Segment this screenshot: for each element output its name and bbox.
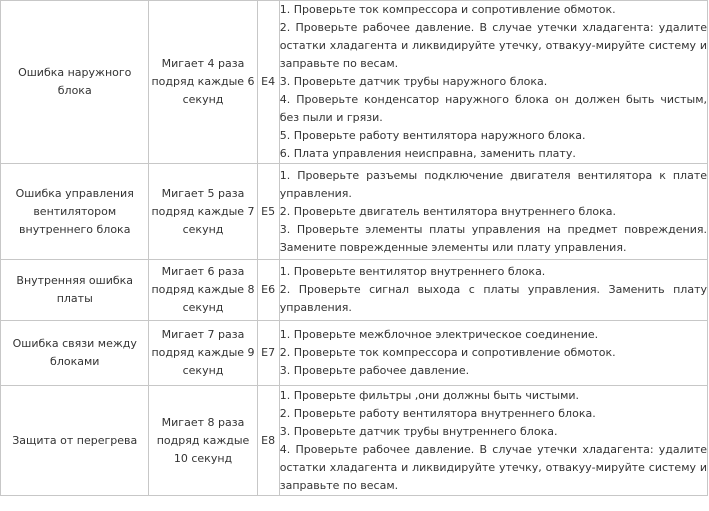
step-item: 1. Проверьте вентилятор внутреннего блока. [279, 265, 546, 278]
error-name: Ошибка связи между блоками [1, 321, 149, 386]
error-name: Внутренняя ошибка платы [1, 260, 149, 321]
table-row [1, 1, 708, 164]
step-item: 2. Проверьте двигатель вентилятора внутреннего блока. [279, 204, 616, 218]
error-name: Ошибка наружного блока [1, 1, 149, 164]
step-item: 3. Проверьте датчик трубы наружного блока. [279, 75, 548, 88]
error-name: Защита от перегрева [1, 386, 149, 496]
error-name: Ошибка управления вентилятором внутреннего блока [1, 164, 149, 260]
step-item: 2. Проверьте ток компрессора и сопротивление обмоток. [279, 346, 616, 359]
error-code: E4 [257, 1, 279, 164]
step-item: 4. Проверьте конденсатор наружного блока он должен быть чистым, без пыли и грязи. [279, 93, 707, 124]
step-item: 1. Проверьте ток компрессора и сопротивление обмоток. [279, 3, 616, 16]
step-item: 1. Проверьте межблочное электрическое соединение. [279, 328, 599, 341]
step-item: 2. Проверьте работу вентилятора внутреннего блока. [279, 406, 596, 420]
error-code: E6 [257, 260, 279, 321]
blink-signal: Мигает 5 раза подряд каждые 7 секунд [149, 164, 257, 260]
error-code: E7 [257, 321, 279, 386]
step-item: 6. Плата управления неисправна, заменить плату. [279, 147, 576, 160]
step-item: 1. Проверьте разъемы подключение двигателя вентилятора к плате управления. [279, 168, 707, 200]
step-item: 4. Проверьте рабочее давление. В случае утечки хладагента: удалите остатки хладагента и ликвидируйте утечку, отвакуу-мируйте систему и заправьте по весам. [279, 442, 707, 492]
troubleshooting-steps [279, 386, 707, 496]
table-row [1, 321, 708, 386]
troubleshooting-steps [279, 260, 707, 321]
troubleshooting-steps [279, 1, 707, 164]
table-row [1, 386, 708, 496]
error-code: E8 [257, 386, 279, 496]
table-row [1, 164, 708, 260]
step-item: 2. Проверьте рабочее давление. В случае утечки хладагента: удалите остатки хладагента и ликвидируйте утечку, отвакуу-мируйте систему и заправьте по весам. [279, 21, 707, 70]
troubleshooting-steps [279, 164, 707, 260]
step-item: 5. Проверьте работу вентилятора наружного блока. [279, 129, 586, 142]
error-code: E5 [257, 164, 279, 260]
troubleshooting-steps [279, 321, 707, 386]
step-item: 3. Проверьте датчик трубы внутреннего блока. [279, 424, 558, 438]
step-item: 3. Проверьте элементы платы управления на предмет повреждения. Замените поврежденные элементы или плату управления. [279, 222, 707, 254]
blink-signal: Мигает 7 раза подряд каждые 9 секунд [149, 321, 257, 386]
table-row [1, 260, 708, 321]
blink-signal: Мигает 4 раза подряд каждые 6 секунд [149, 1, 257, 164]
step-item: 3. Проверьте рабочее давление. [279, 364, 470, 377]
blink-signal: Мигает 6 раза подряд каждые 8 секунд [149, 260, 257, 321]
step-item: 1. Проверьте фильтры ,они должны быть чистыми. [279, 388, 580, 402]
step-item: 2. Проверьте сигнал выхода с платы управления. Заменить плату управления. [279, 283, 707, 314]
blink-signal: Мигает 8 раза подряд каждые 10 секунд [149, 386, 257, 496]
